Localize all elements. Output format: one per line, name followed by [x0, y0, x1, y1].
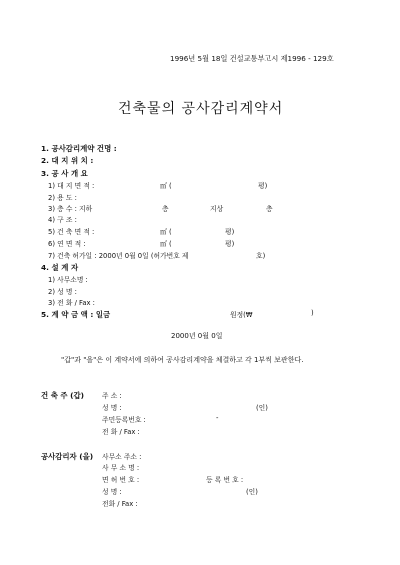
overview-floors-above-unit: 층	[266, 205, 273, 213]
section-contract-amount: 5. 계 약 금 액 : 일금	[41, 310, 111, 319]
contract-date: 2000년 0월 0일	[171, 332, 223, 340]
overview-floors-above: 지상	[210, 205, 224, 213]
document-title: 건축물의 공사감리계약서	[118, 101, 284, 117]
overview-total-floor-area-pyeong: 평)	[225, 240, 235, 248]
contract-statement: "갑"과 "을"은 이 계약서에 의하여 공사감리계약을 체결하고 각 1부씩 보관한다.	[61, 356, 304, 364]
supervisor-role: 공사감리자 (을)	[41, 452, 94, 461]
designer-name: 2) 성 명 :	[48, 288, 77, 296]
supervisor-name: 성 명 :	[102, 488, 122, 496]
overview-permit-date: 7) 건축 허가일 : 2000년 0월 0일 (허가번호 제	[48, 252, 189, 260]
overview-building-area-pyeong: 평)	[225, 228, 235, 236]
owner-address: 주 소 :	[102, 392, 122, 400]
overview-building-area: 5) 건 축 면 적 :	[48, 228, 95, 236]
notice-line: 1996년 5월 18일 건설교통부고시 제1996 - 129호	[170, 54, 334, 63]
overview-site-area-unit: ㎡ (	[160, 182, 172, 190]
owner-seal: (인)	[256, 404, 268, 412]
overview-total-floor-area-unit: ㎡ (	[160, 240, 172, 248]
section-site-location: 2. 대 지 위 치 :	[41, 156, 94, 165]
owner-id-dash: -	[216, 414, 219, 422]
owner-role: 건 축 주 (갑)	[41, 391, 85, 400]
supervisor-registration-number: 등 록 번 호 :	[206, 476, 244, 484]
section-overview: 3. 공 사 개 요	[41, 169, 88, 178]
supervisor-office-name: 사 무 소 명 :	[102, 464, 140, 472]
overview-structure: 4) 구 조 :	[48, 216, 77, 224]
overview-total-floor-area: 6) 연 면 적 :	[48, 240, 86, 248]
contract-amount-close: )	[311, 309, 314, 317]
section-designer: 4. 설 계 자	[41, 263, 79, 272]
overview-site-area-pyeong: 평)	[258, 182, 268, 190]
supervisor-license-number: 면 허 번 호 :	[102, 476, 140, 484]
supervisor-seal: (인)	[246, 488, 258, 496]
supervisor-office-address: 사무소 주소 :	[102, 453, 142, 461]
designer-office-name: 1) 사무소명 :	[48, 276, 88, 284]
overview-floors-below-unit: 층	[162, 205, 169, 213]
owner-name: 성 명 :	[102, 404, 122, 412]
owner-id-number: 주민등록번호 :	[102, 416, 146, 424]
overview-floors: 3) 층 수 : 지하	[48, 205, 93, 213]
overview-site-area: 1) 대 지 면 적 :	[48, 182, 95, 190]
section-contract-name: 1. 공사감리계약 건명 :	[41, 144, 117, 153]
supervisor-phone: 전화 / Fax :	[102, 500, 138, 508]
overview-building-area-unit: ㎡ (	[160, 228, 172, 236]
owner-phone: 전 화 / Fax :	[102, 428, 140, 436]
designer-phone: 3) 전 화 / Fax :	[48, 299, 95, 307]
overview-permit-number-end: 호)	[256, 252, 266, 260]
contract-amount-won: 원정(₩	[230, 311, 253, 319]
overview-use: 2) 용 도 :	[48, 194, 77, 202]
